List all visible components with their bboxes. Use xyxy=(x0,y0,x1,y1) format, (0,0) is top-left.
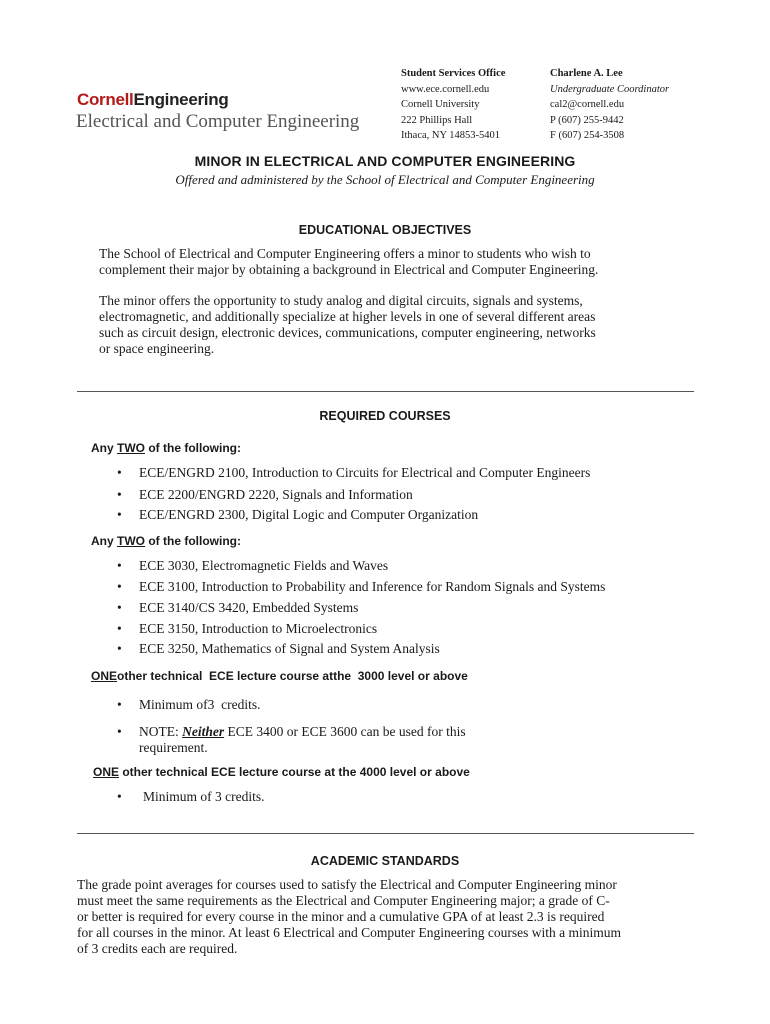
bullet-icon: • xyxy=(117,789,122,804)
list-item xyxy=(117,465,677,481)
course-label: ECE 3140/CS 3420, Embedded Systems xyxy=(139,600,359,615)
note-emphasis: Neither xyxy=(182,724,225,739)
section-divider xyxy=(77,391,694,392)
objectives-heading: EDUCATIONAL OBJECTIVES xyxy=(298,223,472,237)
course-label: ECE/ENGRD 2300, Digital Logic and Computer Organization xyxy=(139,507,479,522)
standards-line: or better is required for every course in the minor and a cumulative GPA of at least 2.3 is required xyxy=(77,909,605,924)
list-item xyxy=(117,558,697,574)
standards-heading: ACADEMIC STANDARDS xyxy=(310,854,460,868)
page-subtitle: Offered and administered by the School of Electrical and Computer Engineering xyxy=(175,172,595,187)
standards-line: for all courses in the minor. At least 6 Electrical and Computer Engineering courses with a minimum xyxy=(77,925,621,940)
list-item xyxy=(117,579,697,595)
standards-line: of 3 credits each are required. xyxy=(77,941,238,956)
contact-name: Charlene A. Lee xyxy=(550,68,623,79)
group4-heading-post: other technical ECE lecture course at the 4000 level or above xyxy=(119,765,470,779)
list-item xyxy=(117,697,677,713)
list-item xyxy=(117,724,677,758)
bullet-icon: • xyxy=(117,507,122,522)
logo-department: Electrical and Computer Engineering xyxy=(76,111,360,132)
objectives-p2-line: electromagnetic, and additionally specialize at higher levels in one of several different areas xyxy=(99,309,596,324)
contact-email: cal2@cornell.edu xyxy=(550,99,625,110)
contact-phone: P (607) 255-9442 xyxy=(550,114,624,126)
section-divider xyxy=(77,833,694,834)
note-prefix: NOTE: xyxy=(139,724,183,739)
note-text-line2: requirement. xyxy=(139,740,208,755)
office-building: 222 Phillips Hall xyxy=(401,114,473,126)
list-item xyxy=(117,641,697,657)
standards-line: The grade point averages for courses used to satisfy the Electrical and Computer Engineering minor xyxy=(77,877,617,892)
list-item xyxy=(117,600,697,616)
group3-heading-post: other technical ECE lecture course atthe 3000 level or above xyxy=(117,669,468,683)
bullet-icon: • xyxy=(117,697,122,712)
page-title: MINOR IN ELECTRICAL AND COMPUTER ENGINEERING xyxy=(194,153,576,169)
office-website: www.ece.cornell.edu xyxy=(401,83,490,95)
logo-engineering-text: Engineering xyxy=(133,90,229,109)
group1-heading-post: of the following: xyxy=(145,441,241,455)
group4-heading xyxy=(93,765,470,779)
office-city: Ithaca, NY 14853-5401 xyxy=(401,130,501,141)
list-item xyxy=(117,487,677,503)
objectives-p2-line: or space engineering. xyxy=(99,341,215,356)
list-item xyxy=(117,621,697,637)
bullet-icon: • xyxy=(117,579,122,594)
required-heading: REQUIRED COURSES xyxy=(319,409,451,423)
course-label: ECE 3030, Electromagnetic Fields and Waves xyxy=(139,558,389,573)
objectives-p2-line: such as circuit design, electronic devices, communications, computer engineering, networks xyxy=(99,325,596,340)
objectives-p2-line: The minor offers the opportunity to study analog and digital circuits, signals and systems, xyxy=(99,293,583,308)
group2-heading-emph: TWO xyxy=(117,534,146,548)
group2-heading-pre: Any xyxy=(91,534,118,548)
list-item xyxy=(117,507,677,523)
course-label: ECE/ENGRD 2100, Introduction to Circuits for Electrical and Computer Engineers xyxy=(139,465,591,480)
bullet-icon: • xyxy=(117,724,122,739)
course-label: ECE 3250, Mathematics of Signal and System Analysis xyxy=(139,641,440,656)
bullet-icon: • xyxy=(117,465,122,480)
office-university: Cornell University xyxy=(401,99,480,110)
group3-heading-emph: ONE xyxy=(91,669,118,683)
group3-heading xyxy=(91,669,468,683)
contact-fax: F (607) 254-3508 xyxy=(550,130,625,141)
requirement-label: Minimum of 3 credits. xyxy=(143,789,265,804)
group2-heading xyxy=(91,534,241,548)
logo-cornell-text: Cornell xyxy=(77,90,134,109)
office-title: Student Services Office xyxy=(401,68,506,79)
group2-heading-post: of the following: xyxy=(145,534,241,548)
bullet-icon: • xyxy=(117,621,122,636)
objectives-p1-line: complement their major by obtaining a background in Electrical and Computer Engineering. xyxy=(99,262,599,277)
standards-line: must meet the same requirements as the Electrical and Computer Engineering major; a grade of C- xyxy=(77,893,610,908)
bullet-icon: • xyxy=(117,487,122,502)
contact-block xyxy=(550,66,669,144)
requirement-label: Minimum of3 credits. xyxy=(139,697,261,712)
requirement-note xyxy=(139,724,466,740)
office-address-block xyxy=(401,66,505,144)
bullet-icon: • xyxy=(117,558,122,573)
course-label: ECE 3150, Introduction to Microelectronics xyxy=(139,621,378,636)
bullet-icon: • xyxy=(117,641,122,656)
objectives-p1-line: The School of Electrical and Computer Engineering offers a minor to students who wish to xyxy=(99,246,591,261)
note-text: ECE 3400 or ECE 3600 can be used for this xyxy=(224,724,466,739)
standards-paragraph xyxy=(77,877,621,957)
course-label: ECE 2200/ENGRD 2220, Signals and Information xyxy=(139,487,413,502)
bullet-icon: • xyxy=(117,600,122,615)
objectives-paragraph-1 xyxy=(99,246,598,278)
course-label: ECE 3100, Introduction to Probability and Inference for Random Signals and Systems xyxy=(139,579,606,594)
contact-role: Undergraduate Coordinator xyxy=(550,83,670,95)
group1-heading-emph: TWO xyxy=(117,441,146,455)
group4-heading-emph: ONE xyxy=(93,765,120,779)
objectives-paragraph-2 xyxy=(99,293,596,357)
cornell-engineering-logo xyxy=(77,90,228,110)
group1-heading-pre: Any xyxy=(91,441,118,455)
group1-heading xyxy=(91,441,241,455)
list-item xyxy=(117,789,677,805)
